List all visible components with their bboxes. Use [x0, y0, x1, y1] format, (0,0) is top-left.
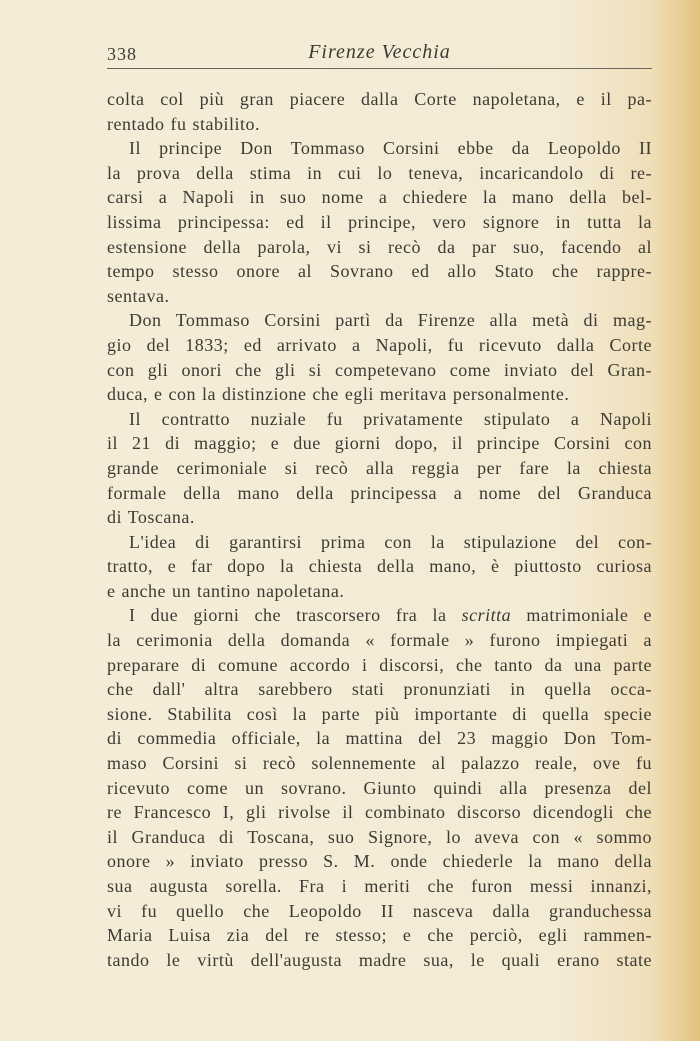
text-line: il Granduca di Toscana, suo Signore, lo aveva con « sommo — [107, 826, 652, 847]
text-line: sentava. — [107, 285, 170, 306]
text-line: sua augusta sorella. Fra i meriti che furon messi innanzi, — [107, 876, 652, 896]
text-line: onore » inviato presso S. M. onde chiederle la mano della — [107, 851, 652, 872]
text-line: tratto, e far dopo la chiesta della mano, è piuttosto curiosa — [107, 556, 652, 577]
text-line — [107, 603, 652, 628]
text-line: carsi a Napoli in suo nome a chiedere la mano della bel- — [107, 187, 652, 208]
text-line: L'idea di garantirsi prima con la stipulazione del con- — [129, 531, 652, 552]
text-line: re Francesco I, gli rivolse il combinato discorso dicendogli che — [107, 802, 652, 823]
text-line: Il contratto nuziale fu privatamente stipulato a Napoli — [129, 408, 652, 429]
text-line: il 21 di maggio; e due giorni dopo, il principe Corsini con — [107, 433, 652, 454]
body-text — [107, 87, 652, 972]
text-line: tempo stesso onore al Sovrano ed allo Stato che rappre- — [107, 261, 652, 282]
page-header — [107, 38, 652, 69]
text-line: maso Corsini si recò solennemente al palazzo reale, ove fu — [107, 753, 652, 774]
text-line: che dall' altra sarebbero stati pronunziati in quella occa- — [107, 679, 652, 700]
text-line: la prova della stima in cui lo teneva, incaricandolo di re- — [107, 162, 652, 183]
book-page — [107, 38, 652, 972]
text-line: vi fu quello che Leopoldo II nasceva dalla granduchessa — [107, 900, 652, 921]
running-title: Firenze Vecchia — [308, 41, 451, 63]
text-line: preparare di comune accordo i discorsi, che tanto da una parte — [107, 654, 652, 675]
text-line: ricevuto come un sovrano. Giunto quindi alla presenza del — [107, 777, 652, 798]
italic-word: scritta — [461, 605, 512, 626]
text-line: con gli onori che gli si competevano come inviato del Gran- — [107, 359, 652, 380]
text-line: lissima principessa: ed il principe, vero signore in tutta la — [107, 211, 652, 232]
text-line: sione. Stabilita così la parte più importante di quella specie — [107, 703, 652, 724]
text-line: di Toscana. — [107, 507, 195, 528]
text-line: duca, e con la distinzione che egli meritava personalmente. — [107, 384, 570, 405]
text-line: formale della mano della principessa a nome del Granduca — [107, 482, 652, 503]
text-line: Maria Luisa zia del re stesso; e che perciò, egli rammen- — [107, 925, 652, 946]
text-segment: I due giorni che trascorsero fra la — [129, 605, 462, 626]
text-line: la cerimonia della domanda « formale » furono impiegati a — [107, 630, 652, 651]
text-line: estensione della parola, vi si recò da par suo, facendo al — [107, 236, 652, 257]
text-line: di commedia officiale, la mattina del 23 maggio Don Tom- — [107, 728, 652, 749]
text-line: rentado fu stabilito. — [107, 113, 260, 134]
text-segment: matrimoniale e — [511, 605, 652, 626]
text-line: Il principe Don Tommaso Corsini ebbe da Leopoldo II — [129, 138, 652, 159]
text-line: gio del 1833; ed arrivato a Napoli, fu ricevuto dalla Corte — [107, 334, 652, 355]
text-line: Don Tommaso Corsini partì da Firenze alla metà di mag- — [129, 310, 652, 331]
text-line: e anche un tantino napoletana. — [107, 580, 345, 601]
text-line: colta col più gran piacere dalla Corte napoletana, e il pa- — [107, 89, 652, 109]
text-line: tando le virtù dell'augusta madre sua, le quali erano state — [107, 949, 652, 970]
text-line: grande cerimoniale si recò alla reggia per fare la chiesta — [107, 457, 652, 478]
page-number: 338 — [107, 44, 137, 64]
